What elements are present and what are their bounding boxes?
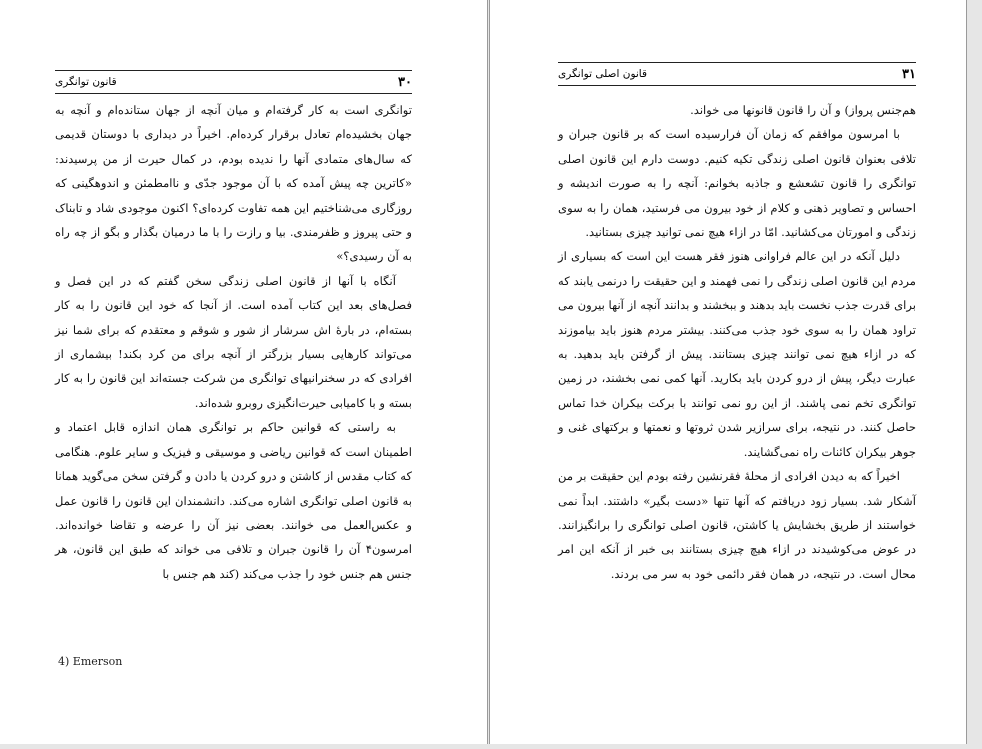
- running-head: قانون توانگری: [55, 76, 117, 88]
- paragraph: توانگری است به کار گرفته‌ام و میان آنچه از جهان ستانده‌ام و آنچه به جهان بخشیده‌ام تعادل برقرار کرده‌ام. اخیراً در دیداری با دوستان قدیمی که سال‌های متمادی آنها را ندیده بودم، در کمال حیرت از من پرسیدند: «کاترین چه پیش آمده که با آن موجود جدّی و ناامطمئن و اندوهگینی که روزگاری می‌شناختیم این همه تفاوت کرده‌ای؟ اکنون موجودی شاد و تابناک و حتی پیروز و ظفرمندی. بیا و رازت را با ما درمیان بگذار و بگو از چه راه به آن رسیدی؟»: [55, 103, 412, 264]
- paragraph: دلیل آنکه در این عالم فراوانی هنوز فقر هست این است که بسیاری از مردم این قانون اصلی زندگی را نمی فهمند و این حقیقت را درنمی یابند که برای قدرت جذب نخست باید بدهند و ببخشند و بدانند آنچه از آنها بیرون می تراود همان را به سوی خود جذب می‌کنند. بیشتر مردم هنوز باید بیاموزند که در ازاء هیچ نمی توانند چیزی بستانند. پیش از گرفتن باید بدهید. به عبارت دیگر، پیش از درو کردن باید بکارید. آنها کمی نمی بخشند، در زمین توانگری تخم نمی پاشند. از این رو نمی توانند با برکت بیکران خدا تماس حاصل کنند. در نتیجه، برای سرازیر شدن ثروتها و نعمتها و برکتهای غنی و جوهر بیکران کائنات راه نمی‌گشایند.: [558, 249, 916, 459]
- paragraph: آنگاه با آنها از قانون اصلی زندگی سخن گفتم که در این فصل و فصل‌های بعد این کتاب آمده است. از آنجا که خود این قانون را به کار بسته‌ام، در بارهٔ اش سرشار از شور و شوقم و معتقدم که برای شما نیز می‌تواند کارهایی بسیار بزرگتر از آنچه برای من کرد بکند! بیشماری از افرادی که در سخنرانیهای توانگری من شرکت جسته‌اند این قانون را به کار بسته و با کامیابی حیرت‌انگیزی روبرو شده‌اند.: [55, 273, 412, 410]
- page-header: [55, 70, 412, 94]
- paragraph: به راستی که قوانین حاکم بر توانگری همان اندازه قابل اعتماد و اطمینان است که قوانین ریاضی و موسیقی و فیزیک و سایر علوم. هنگامی که کتاب مقدس از کاشتن و درو کردن یا دادن و گرفتن سخن می‌گوید همانا به قانون اصلی توانگری اشاره می‌کند. دانشمندان این قانون را قانون عمل و عکس‌العمل می خوانند. بعضی نیز آن را عرضه و تقاضا خوانده‌اند. امرسون۴ آن را قانون جبران و تلافی می خواند که طبق این قانون، هر جنس هم جنس خود را جذب می‌کند (کند هم جنس با: [55, 420, 412, 581]
- paragraph: با امرسون موافقم که زمان آن فرارسیده است که بر قانون جبران و تلافی بعنوان قانون اصلی زندگی تکیه کنیم. دوست دارم این قانون اصلی توانگری را قانون تشعشع و جاذبه بخوانم: آنچه را به صورت اندیشه و احساس و تصاویر ذهنی و کلام از خود بیرون می فرستید، همان را به سوی زندگی و امورتان می‌کشانید. امّا در ازاء هیچ نمی توانید چیزی بستانید.: [558, 127, 916, 240]
- running-head: قانون اصلی توانگری: [558, 68, 648, 80]
- paragraph: هم‌جنس پرواز) و آن را قانون قانونها می خواند.: [690, 103, 916, 117]
- page-number: ۳۰: [398, 74, 412, 90]
- footnote: 4) Emerson: [58, 655, 123, 668]
- page-number: ۳۱: [902, 66, 916, 82]
- paragraph: اخیراً که به دیدن افرادی از محلهٔ فقرنشین رفته بودم این حقیقت بر من آشکار شد. بسیار زود دریافتم که آنها تنها «دست بگیر» داشتند. ابداً نمی خواستند از طریق بخشایش یا کاشتن، قانون اصلی توانگری را برانگیزانند. در عوض می‌کوشیدند در ازاء هیچ چیزی بستانند بی خبر از آنکه این امر محال است. در نتیجه، در همان فقر دائمی خود به سر می بردند.: [558, 469, 916, 581]
- page-body: [558, 98, 916, 586]
- right-page: [489, 0, 967, 744]
- page-body: [55, 98, 412, 586]
- page-header: [558, 62, 916, 86]
- left-page: [0, 0, 488, 744]
